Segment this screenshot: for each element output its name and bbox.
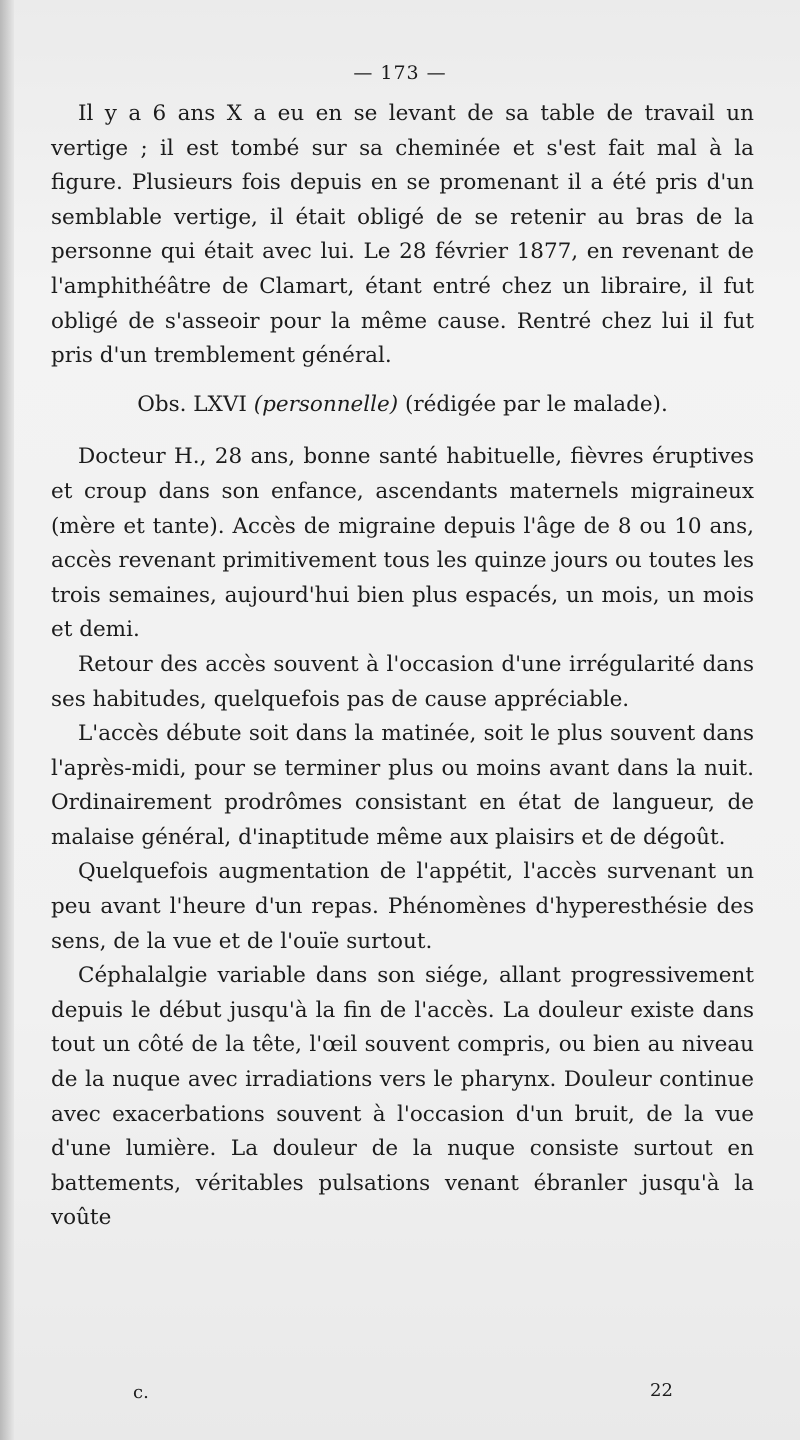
heading-italic: (personnelle)	[253, 391, 399, 417]
paragraph: L'accès débute soit dans la matinée, soit le plus souvent dans l'après-midi, pour se terminer plus ou moins avant dans la nuit. Ordinairement prodrômes consistant en état de langueur, de malaise général, d'inaptitude même aux plaisirs et de dégoût.	[51, 721, 754, 850]
signature-number: 22	[650, 1380, 673, 1401]
observation-heading	[51, 388, 754, 423]
paragraph: Céphalalgie variable dans son siége, allant progressivement depuis le début jusqu'à la fin de l'accès. La douleur existe dans tout un côté de la tête, l'œil souvent compris, ou bien au niveau de la nuque avec irradiations vers le pharynx. Douleur continue avec exacerbations souvent à l'occasion d'un bruit, de la vue d'une lumière. La douleur de la nuque consiste surtout en battements, véritables pulsations venant ébranler jusqu'à la voûte	[51, 963, 754, 1231]
heading-prefix: Obs. LXVI	[137, 391, 254, 417]
page-number: — 173 —	[353, 62, 447, 84]
page-edge-shadow	[0, 0, 14, 1440]
paragraph: Docteur H., 28 ans, bonne santé habituelle, fièvres éruptives et croup dans son enfance, ascendants maternels migraineux (mère et tante). Accès de migraine depuis l'âge de 8 ou 10 ans, accès revenant primitivement tous les quinze jours ou toutes les trois semaines, aujourd'hui bien plus espacés, un mois, un mois et demi.	[51, 444, 754, 643]
body-text	[51, 97, 754, 1236]
heading-suffix: (rédigée par le malade).	[398, 391, 668, 417]
paragraph: Retour des accès souvent à l'occasion d'une irrégularité dans ses habitudes, quelquefois pas de cause appréciable.	[51, 651, 754, 712]
signature-mark: c.	[133, 1382, 149, 1403]
paragraph: Quelquefois augmentation de l'appétit, l'accès survenant un peu avant l'heure d'un repas. Phénomènes d'hyperesthésie des sens, de la vue et de l'ouïe surtout.	[51, 859, 754, 954]
paragraph: Il y a 6 ans X a eu en se levant de sa table de travail un vertige ; il est tombé sur sa cheminée et s'est fait mal à la figure. Plusieurs fois depuis en se promenant il a été pris d'un semblable vertige, il était obligé de se retenir au bras de la personne qui était avec lui. Le 28 février 1877, en revenant de l'amphithéâtre de Clamart, étant entré chez un libraire, il fut obligé de s'asseoir pour la même cause. Rentré chez lui il fut pris d'un tremblement général.	[51, 101, 754, 369]
